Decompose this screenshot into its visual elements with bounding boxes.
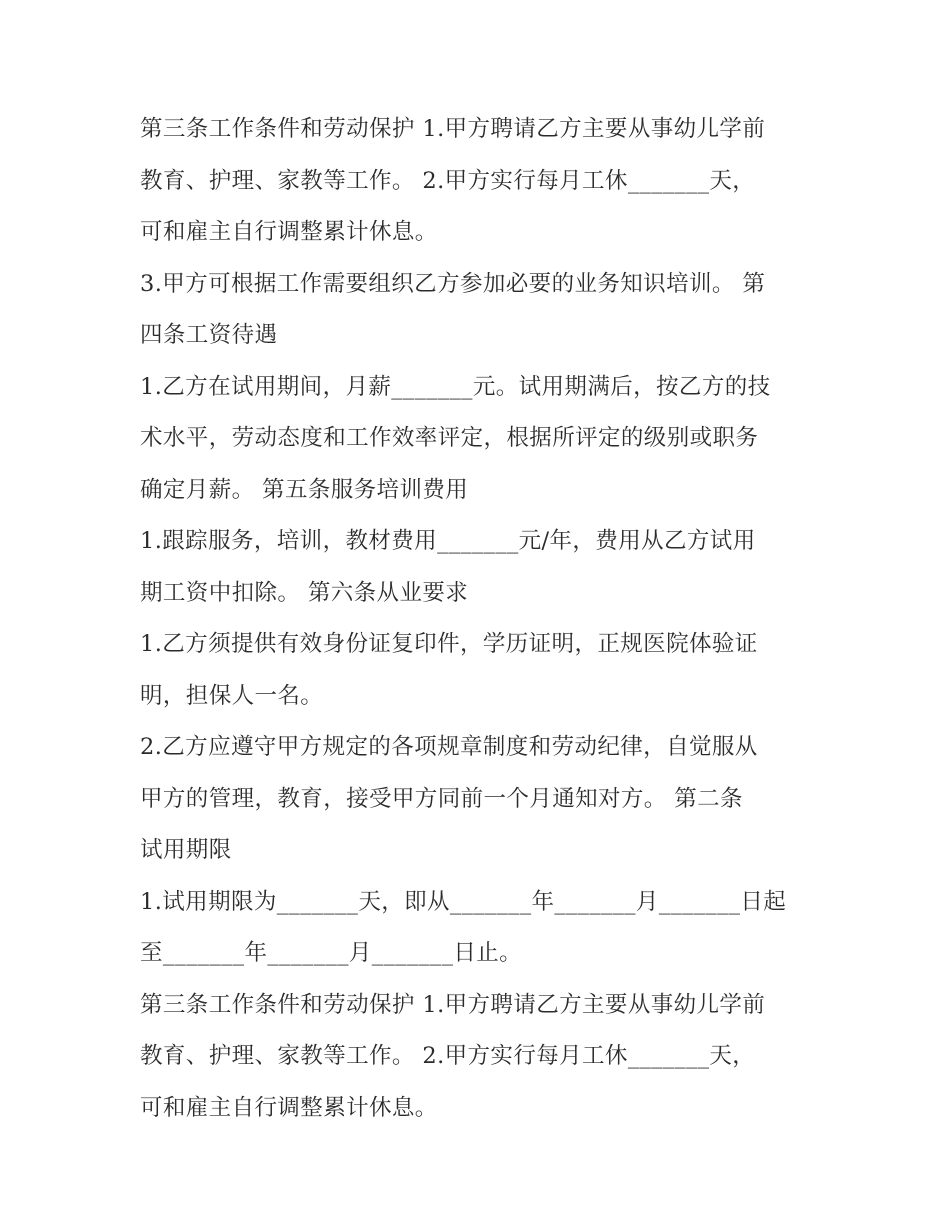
- text-line: 试用期限: [140, 837, 232, 863]
- text-line: 教育、护理、家教等工作。 2.甲方实行每月工休_______天，: [140, 1043, 756, 1069]
- text-line: 确定月薪。 第五条服务培训费用: [140, 476, 469, 503]
- text-line: 至_______年_______月_______日止。: [140, 940, 523, 966]
- text-line: 期工资中扣除。 第六条从业要求: [140, 579, 469, 606]
- text-line: 1.试用期限为_______天，即从_______年_______月_______日起: [140, 888, 787, 915]
- contract-text: [140, 104, 820, 1134]
- text-line: 教育、护理、家教等工作。 2.甲方实行每月工休_______天，: [140, 167, 756, 194]
- text-line: 明，担保人一名。: [140, 682, 324, 709]
- text-line: 可和雇主自行调整累计休息。: [140, 1094, 438, 1121]
- text-line: 术水平，劳动态度和工作效率评定，根据所评定的级别或职务: [140, 425, 759, 451]
- text-line: 第三条工作条件和劳动保护 1.甲方聘请乙方主要从事幼儿学前: [140, 116, 766, 142]
- text-line: 1.乙方在试用期间，月薪_______元。试用期满后，按乙方的技: [140, 373, 771, 400]
- text-line: 1.乙方须提供有效身份证复印件，学历证明，正规医院体验证: [140, 631, 758, 657]
- text-line: 第三条工作条件和劳动保护 1.甲方聘请乙方主要从事幼儿学前: [140, 991, 766, 1018]
- text-line: 甲方的管理，教育，接受甲方同前一个月通知对方。 第二条: [140, 785, 743, 812]
- text-line: 3.甲方可根据工作需要组织乙方参加必要的业务知识培训。 第: [140, 270, 766, 297]
- text-line: 2.乙方应遵守甲方规定的各项规章制度和劳动纪律，自觉服从: [140, 734, 758, 760]
- text-line: 1.跟踪服务，培训，教材费用_______元/年，费用从乙方试用: [140, 528, 756, 554]
- text-line: 四条工资待遇: [140, 322, 278, 348]
- text-line: 可和雇主自行调整累计休息。: [140, 219, 438, 245]
